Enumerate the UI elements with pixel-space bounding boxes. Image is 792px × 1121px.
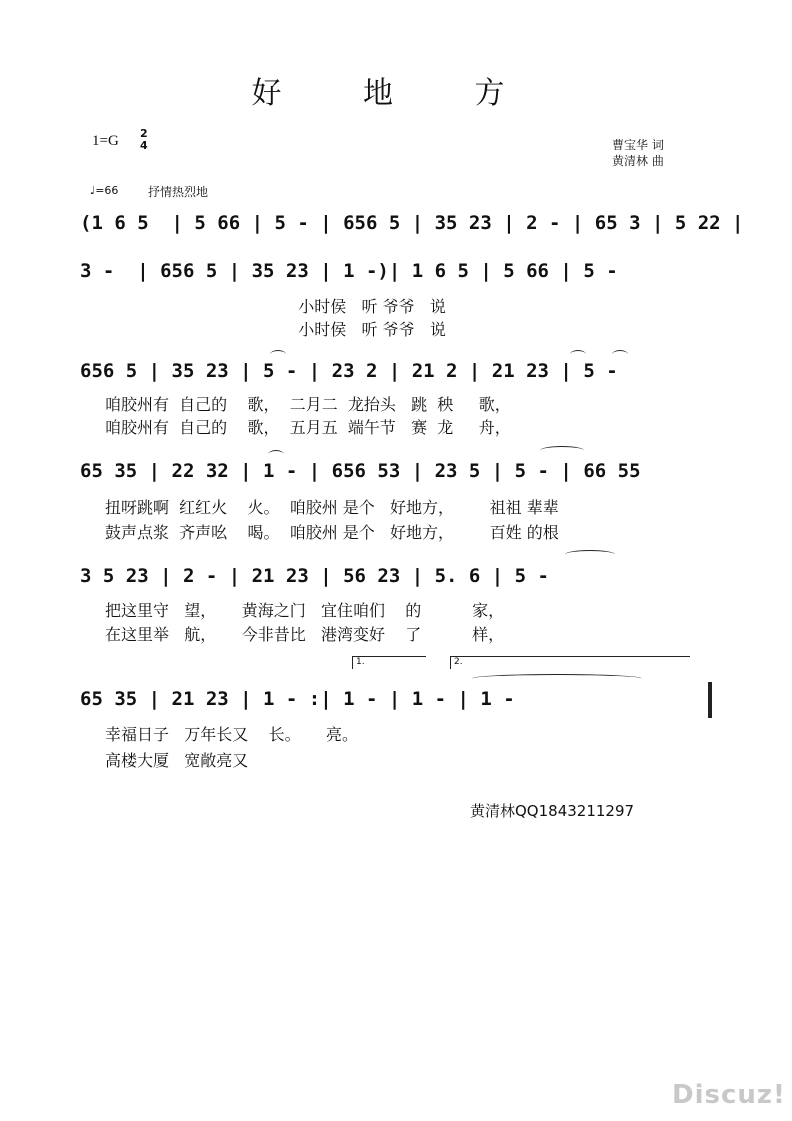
slur-mark [270,350,286,359]
notation-row-3 [80,360,720,388]
notation-row-4-notes: 65 35 | 22 32 | 1 - | 656 53 | 23 5 | 5 - | 66 55 [80,460,641,482]
notation-row-2 [80,260,720,288]
lyric-line-5: 扭呀跳啊 红红火 火。 咱胶州 是个 好地方， 祖祖 辈辈 [105,498,559,517]
tie-mark [472,674,642,683]
expression-marking: 抒情热烈地 [148,185,209,199]
notation-row-4 [80,460,720,488]
first-ending-bracket: 1. [352,656,426,669]
key-signature: 1=G [92,133,119,149]
lyric-line-1: 小时侯 听 爷爷 说 [105,297,446,316]
final-barline [708,682,712,718]
time-signature-bottom: 4 [140,139,148,152]
slur-mark [268,450,284,459]
notation-row-3-notes: 656 5 | 35 23 | 5 - | 23 2 | 21 2 | 21 23 | 5 - [80,360,618,382]
lyric-line-3: 咱胶州有 自己的 歌， 二月二 龙抬头 跳 秧 歌， [105,395,511,414]
slur-mark [570,350,586,359]
notation-row-6-notes: 65 35 | 21 23 | 1 - :| 1 - | 1 - | 1 - [80,688,515,710]
author-contact: 黄清林QQ1843211297 [470,802,635,820]
lyric-line-8: 在这里举 航， 今非昔比 港湾变好 了 样， [105,625,505,644]
watermark-logo: Discuz! [672,1080,786,1110]
notation-row-1-notes: (1 6 5 | 5 66 | 5 - | 656 5 | 35 23 | 2 - | 65 3 | 5 22 | [80,212,744,234]
lyric-line-2: 小时侯 听 爷爷 说 [105,320,446,339]
lyric-line-10: 高楼大厦 宽敞亮又 [105,751,249,770]
second-ending-bracket: 2. [450,656,690,669]
tempo-marking: ♩=66 [90,184,119,197]
notation-row-1 [80,212,744,240]
time-signature [140,128,148,152]
slur-mark [540,446,584,455]
lyric-line-9: 幸福日子 万年长又 长。 亮。 [105,725,359,744]
lyric-line-4: 咱胶州有 自己的 歌， 五月五 端午节 赛 龙 舟， [105,418,511,437]
credits [612,137,664,169]
notation-row-6 [80,688,720,716]
composer-credit: 黄清林 曲 [612,154,664,168]
lyricist-credit: 曹宝华 词 [612,138,664,152]
slur-mark [565,550,615,559]
notation-row-2-notes: 3 - | 656 5 | 35 23 | 1 -)| 1 6 5 | 5 66 | 5 - [80,260,618,282]
notation-row-5 [80,565,720,593]
time-signature-top: 2 [140,127,148,140]
lyric-line-7: 把这里守 望， 黄海之门 宜住咱们 的 家， [105,601,505,620]
notation-row-5-notes: 3 5 23 | 2 - | 21 23 | 56 23 | 5. 6 | 5 - [80,565,549,587]
lyric-line-6: 鼓声点浆 齐声吆 喝。 咱胶州 是个 好地方， 百姓 的根 [105,523,559,542]
song-title: 好 地 方 [251,76,541,111]
slur-mark [612,350,628,359]
